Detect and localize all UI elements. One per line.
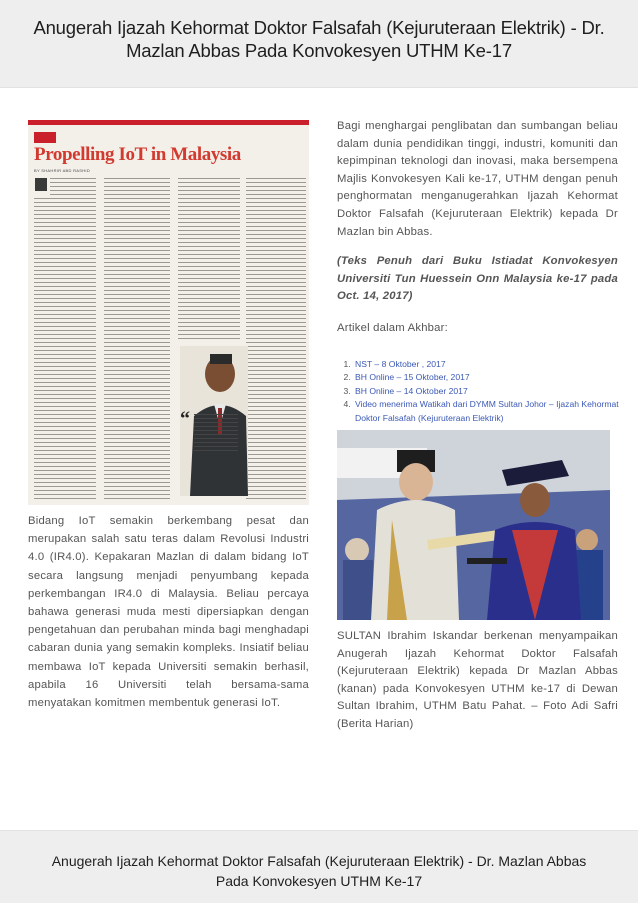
page-footer [0,830,638,903]
articles-heading: Artikel dalam Akhbar: [337,322,448,334]
photo-caption: SULTAN Ibrahim Iskandar berkenan menyampaikan Anugerah Ijazah Kehormat Doktor Falsafah (Kejuruteraan Elektrik) kepada Dr Mazlan Abbas (kanan) pada Konvokesyen UTHM ke-17 di Dewan Sultan Ibrahim, UTHM Batu Pahat. – Foto Adi Safri (Berita Harian) [337,630,618,730]
clipping-column-2 [104,178,170,500]
clipping-column-4 [246,178,306,500]
clipping-byline: BY SHAHRIR ABD RASHID [34,168,91,173]
intro-paragraph: Bidang IoT semakin berkembang pesat dan merupakan salah satu teras dalam Revolusi Industri 4.0 (IR4.0). Kepakaran Mazlan di dalam bidang IoT secara langsung menjadi penyumbang kepada perkembangan IR4.0 di Malaysia. Beliau percaya bahawa generasi muda mesti dipersiapkan dengan pengetahuan dan perubahan minda bagi menghadapi cabaran dunia yang semakin kompleks. Insiatif beliau membawa IoT kepada Universiti semakin berhasil, apabila 16 Universiti telah bersama-sama menyatakan komitmen membentuk generasi IoT. [28,515,309,710]
clipping-top-bar [28,120,309,125]
footer-title: Anugerah Ijazah Kehormat Doktor Falsafah (Kejuruteraan Elektrik) - Dr. Mazlan Abbas Pada Konvokesyen UTHM Ke-17 [51,853,587,889]
article-link-video[interactable]: Video menerima Watikah dari DYMM Sultan Johor – Ijazah Kehormat Doktor Falsafah (Kejuruteraan Elektrik) [355,399,619,423]
clipping-dropcap [35,178,47,191]
page-header [0,0,638,88]
clipping-headline: Propelling IoT in Malaysia [34,144,241,165]
ceremony-photo [337,430,610,620]
list-item [353,358,633,371]
clipping-section-tag [34,132,56,143]
clipping-pull-quote [180,408,238,456]
clipping-column-1 [50,178,96,196]
list-item [353,371,633,384]
list-item [353,385,633,398]
clipping-column-3 [178,178,240,340]
quote-mark-icon: “ [180,408,190,430]
articles-list [339,358,633,425]
clipping-column-1b [34,198,96,500]
newspaper-clipping-image [28,120,309,505]
source-credit: (Teks Penuh dari Buku Istiadat Konvokesyen Universiti Tun Huessein Onn Malaysia ke-17 pada Oct. 14, 2017) [337,255,618,303]
quote-text-lines [194,414,238,454]
list-item [353,398,633,425]
article-link-nst[interactable]: NST – 8 Oktober , 2017 [355,359,446,369]
award-paragraph: Bagi menghargai penglibatan dan sumbangan beliau dalam dunia pendidikan tinggi, industri, komuniti dan kepimpinan teknologi dan inovasi, maka bersempena Majlis Konvokesyen Kali ke-17, UTHM dengan penuh penghormatan menganugerahkan Ijazah Kehormat Doktor Falsafah (Kejuruteraan Elektrik) kepada Dr Mazlan bin Abbas. [337,120,618,238]
article-link-bh-14[interactable]: BH Online – 14 Oktober 2017 [355,385,468,396]
article-link-bh-15[interactable]: BH Online – 15 Oktober, 2017 [355,372,470,383]
page-title: Anugerah Ijazah Kehormat Doktor Falsafah (Kejuruteraan Elektrik) - Dr. Mazlan Abbas Pada Konvokesyen UTHM Ke-17 [33,17,605,61]
